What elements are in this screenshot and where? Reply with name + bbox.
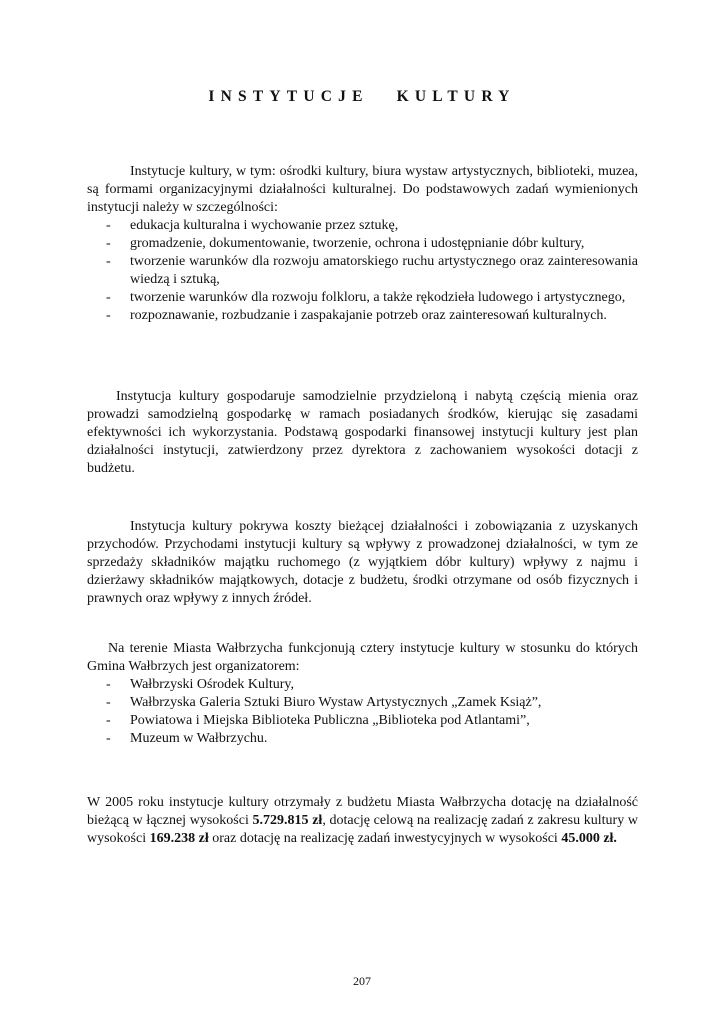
- institutions-list-item: - Muzeum w Wałbrzychu.: [87, 730, 638, 748]
- tasks-list-item: - rozpoznawanie, rozbudzanie i zaspakajanie potrzeb oraz zainteresowań kulturalnych.: [87, 307, 638, 325]
- subsidy-amount-investment: 45.000 zł.: [561, 831, 617, 846]
- section-subsidies: [87, 794, 638, 848]
- tasks-list: [87, 217, 638, 325]
- section-institutions-tasks: [87, 163, 638, 325]
- section1-intro: Instytucje kultury, w tym: ośrodki kultury, biura wystaw artystycznych, biblioteki, muzea, są formami organizacyjnymi działalności kulturalnej. Do podstawowych zadań wymienionych instytucji należy w szczególności:: [87, 164, 638, 215]
- institutions-list-item: - Wałbrzyski Ośrodek Kultury,: [87, 676, 638, 694]
- section5-paragraph: [87, 794, 638, 848]
- section-economy: [87, 388, 638, 478]
- institutions-list-item: - Wałbrzyska Galeria Sztuki Biuro Wystaw Artystycznych „Zamek Książ”,: [87, 694, 638, 712]
- subsidy-amount-targeted: 169.238 zł: [149, 831, 209, 846]
- subsidy-text-3: oraz dotację na realizację zadań inwestycyjnych w wysokości: [208, 831, 562, 846]
- page-title: [0, 88, 724, 106]
- tasks-list-item: - tworzenie warunków dla rozwoju folkloru, a także rękodzieła ludowego i artystycznego,: [87, 289, 638, 307]
- subsidy-text-2: , dotację celową na realizację zadań z zakresu kultury w wysokości: [87, 813, 638, 846]
- section-institutions-list: [87, 640, 638, 748]
- institutions-list-item: - Powiatowa i Miejska Biblioteka Publiczna „Biblioteka pod Atlantami”,: [87, 712, 638, 730]
- section3-paragraph: Instytucja kultury pokrywa koszty bieżącej działalności i zobowiązania z uzyskanych przychodów. Przychodami instytucji kultury są wpływy z prowadzonej działalności, w tym ze sprzedaży składników majątku ruchomego (z wyjątkiem dóbr kultury) wpływy z najmu i dzierżawy składników majątkowych, dotacje z budżetu, środki otrzymane od osób fizycznych i prawnych oraz wpływy z innych źródeł.: [87, 519, 638, 606]
- title-word-2: KULTURY: [396, 88, 516, 105]
- page-number: 207: [353, 974, 371, 988]
- section4-intro: Na terenie Miasta Wałbrzycha funkcjonują cztery instytucje kultury w stosunku do których Gmina Wałbrzych jest organizatorem:: [87, 641, 638, 674]
- section-revenues: [87, 518, 638, 608]
- institutions-list: [87, 676, 638, 748]
- section2-paragraph: Instytucja kultury gospodaruje samodzielnie przydzieloną i nabytą częścią mienia oraz prowadzi samodzielną gospodarkę w ramach posiadanych środków, kierując się zasadami efektywności ich wykorzystania. Podstawą gospodarki finansowej instytucji kultury jest plan działalności instytucji, zatwierdzony przez dyrektora z zachowaniem wysokości dotacji z budżetu.: [87, 389, 638, 476]
- tasks-list-item: - edukacja kulturalna i wychowanie przez sztukę,: [87, 217, 638, 235]
- tasks-list-item: - gromadzenie, dokumentowanie, tworzenie, ochrona i udostępnianie dóbr kultury,: [87, 235, 638, 253]
- subsidy-amount-current: 5.729.815 zł: [252, 813, 323, 828]
- tasks-list-item: - tworzenie warunków dla rozwoju amatorskiego ruchu artystycznego oraz zainteresowania wiedzą i sztuką,: [87, 253, 638, 289]
- title-word-1: INSTYTUCJE: [208, 88, 369, 105]
- subsidy-text-1: W 2005 roku instytucje kultury otrzymały z budżetu Miasta Wałbrzycha dotację na działalność bieżącą w łącznej wysokości: [87, 795, 638, 828]
